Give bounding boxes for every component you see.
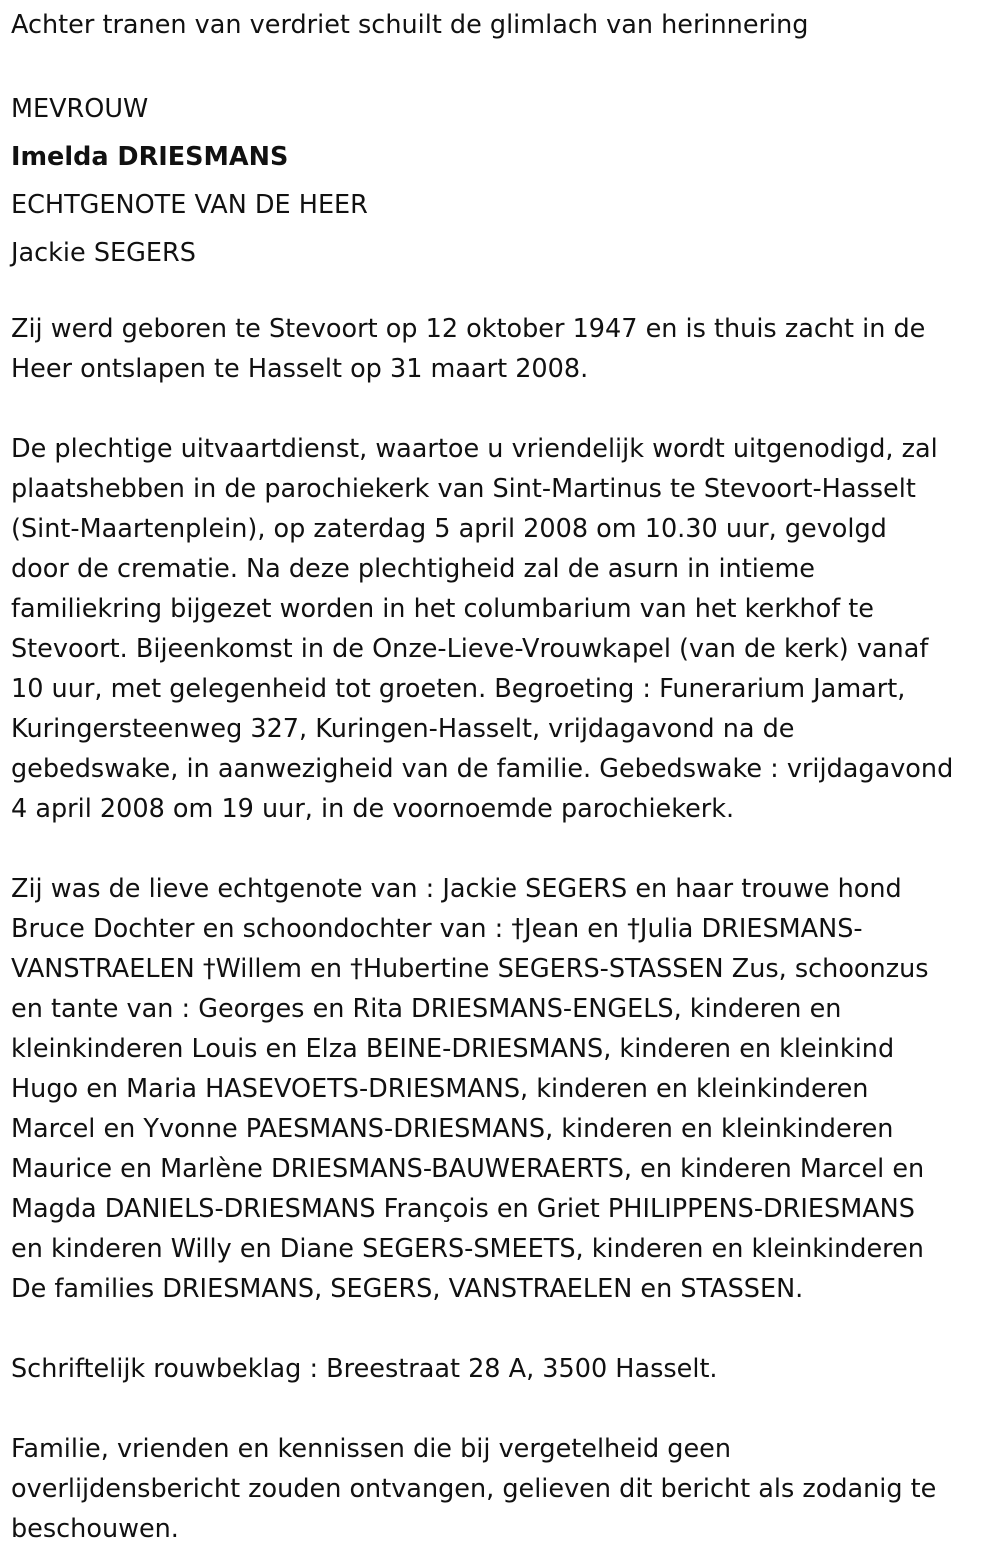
service-paragraph — [11, 429, 986, 829]
spacer — [11, 45, 1000, 85]
text-line: Kuringersteenweg 327, Kuringen-Hasselt, vrijdagavond na de — [11, 714, 795, 744]
text-line: familiekring bijgezet worden in het columbarium van het kerkhof te — [11, 594, 874, 624]
text-line: VANSTRAELEN †Willem en †Hubertine SEGERS-STASSEN Zus, schoonzus — [11, 954, 929, 984]
text-line: Familie, vrienden en kennissen die bij vergetelheid geen — [11, 1434, 731, 1464]
deceased-title: MEVROUW — [11, 94, 149, 124]
text-line: Magda DANIELS-DRIESMANS François en Griet PHILIPPENS-DRIESMANS — [11, 1194, 915, 1224]
text-line: beschouwen. — [11, 1514, 179, 1544]
spacer — [11, 389, 1000, 429]
deceased-name: Imelda DRIESMANS — [11, 142, 289, 172]
spacer — [11, 277, 1000, 309]
closing-paragraph — [11, 1429, 986, 1549]
spacer — [11, 1389, 1000, 1429]
text-line: overlijdensbericht zouden ontvangen, gelieven dit bericht als zodanig te — [11, 1474, 937, 1504]
text-line: Hugo en Maria HASEVOETS-DRIESMANS, kinderen en kleinkinderen — [11, 1074, 869, 1104]
text-line: De families DRIESMANS, SEGERS, VANSTRAELEN en STASSEN. — [11, 1274, 804, 1304]
text-line: Marcel en Yvonne PAESMANS-DRIESMANS, kinderen en kleinkinderen — [11, 1114, 894, 1144]
spouse-name: Jackie SEGERS — [11, 238, 196, 268]
motto: Achter tranen van verdriet schuilt de glimlach van herinnering — [11, 10, 809, 40]
text-line: en kinderen Willy en Diane SEGERS-SMEETS, kinderen en kleinkinderen — [11, 1234, 924, 1264]
condolence-paragraph — [11, 1349, 986, 1389]
relation-label: ECHTGENOTE VAN DE HEER — [11, 190, 368, 220]
text-line: Bruce Dochter en schoondochter van : †Jean en †Julia DRIESMANS- — [11, 914, 863, 944]
text-line: De plechtige uitvaartdienst, waartoe u vriendelijk wordt uitgenodigd, zal — [11, 434, 938, 464]
text-line: kleinkinderen Louis en Elza BEINE-DRIESMANS, kinderen en kleinkind — [11, 1034, 895, 1064]
text-line: plaatshebben in de parochiekerk van Sint-Martinus te Stevoort-Hasselt — [11, 474, 916, 504]
text-line: Zij werd geboren te Stevoort op 12 oktober 1947 en is thuis zacht in de — [11, 314, 926, 344]
text-line: 4 april 2008 om 19 uur, in de voornoemde parochiekerk. — [11, 794, 735, 824]
text-line: door de crematie. Na deze plechtigheid zal de asurn in intieme — [11, 554, 815, 584]
text-line: Heer ontslapen te Hasselt op 31 maart 2008. — [11, 354, 589, 384]
text-line: 10 uur, met gelegenheid tot groeten. Begroeting : Funerarium Jamart, — [11, 674, 906, 704]
birth-death-paragraph — [11, 309, 986, 389]
spacer — [11, 1309, 1000, 1349]
text-line: (Sint-Maartenplein), op zaterdag 5 april 2008 om 10.30 uur, gevolgd — [11, 514, 887, 544]
text-line: gebedswake, in aanwezigheid van de familie. Gebedswake : vrijdagavond — [11, 754, 954, 784]
text-line: Zij was de lieve echtgenote van : Jackie SEGERS en haar trouwe hond — [11, 874, 902, 904]
text-line: en tante van : Georges en Rita DRIESMANS-ENGELS, kinderen en — [11, 994, 842, 1024]
family-paragraph — [11, 869, 986, 1309]
text-line: Maurice en Marlène DRIESMANS-BAUWERAERTS, en kinderen Marcel en — [11, 1154, 925, 1184]
spacer — [11, 829, 1000, 869]
text-line: Schriftelijk rouwbeklag : Breestraat 28 A, 3500 Hasselt. — [11, 1354, 718, 1384]
text-line: Stevoort. Bijeenkomst in de Onze-Lieve-Vrouwkapel (van de kerk) vanaf — [11, 634, 929, 664]
